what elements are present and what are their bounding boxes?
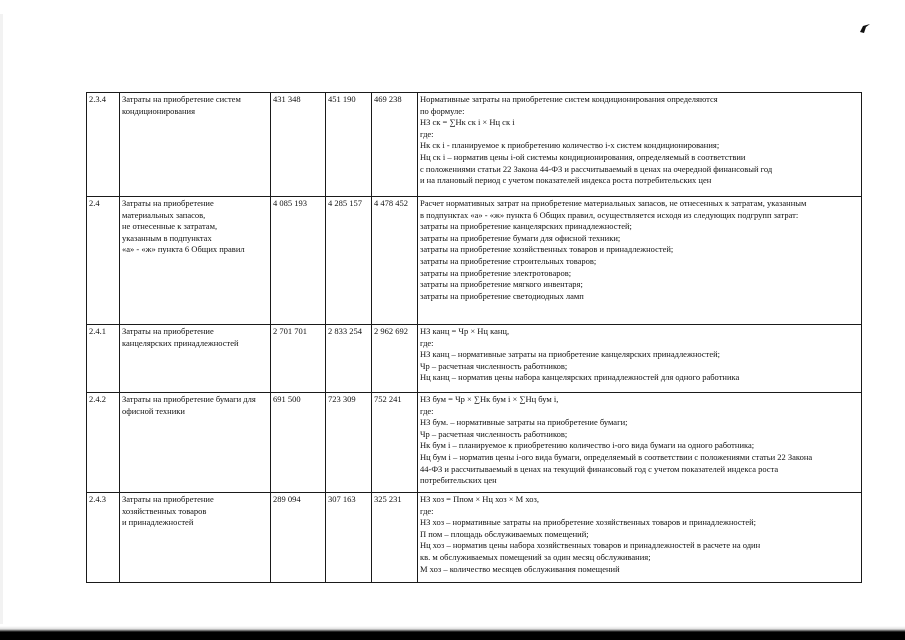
text-line: и на плановый период с учетом показателей индекса роста потребительских цен	[420, 175, 712, 186]
text-line: Нк ск i - планируемое к приобретению количество i-х систем кондиционирования;	[420, 140, 720, 151]
text-line: кв. м обслуживаемых помещений за один месяц обслуживания;	[420, 551, 651, 562]
text-line: затраты на приобретение светодиодных ламп	[420, 290, 584, 301]
text-line: где:	[420, 337, 434, 348]
cost-table	[86, 92, 862, 583]
row-name	[120, 93, 271, 197]
text-line: Нц бум i – норматив цены i-ого вида бумаги, определяемый в соответствии с положениями статьи 22 Закона	[420, 451, 813, 462]
row-code: 2.4.3	[87, 493, 120, 583]
text-line: указанным в подпунктах	[122, 232, 212, 243]
row-value-1: 2 701 701	[271, 325, 326, 393]
text-line: 44-ФЗ и рассчитываемый в ценах на текущий финансовый год с учетом показателей индекса роста	[420, 463, 779, 474]
text-line: затраты на приобретение строительных товаров;	[420, 255, 597, 266]
text-line: Нц хоз – норматив цены набора хозяйственных товаров и принадлежностей в расчете на один	[420, 540, 761, 551]
text-line: где:	[420, 405, 434, 416]
table-row	[87, 325, 862, 393]
text-line: Нц ск i – норматив цены i-ой системы кондиционирования, определяемый в соответствии	[420, 151, 746, 162]
row-description	[418, 325, 862, 393]
scan-mark-icon	[858, 22, 872, 34]
text-line: НЗ бум = Чр × ∑Нк бум i × ∑Нц бум i,	[420, 394, 559, 404]
text-line: и принадлежностей	[122, 517, 194, 528]
text-line: Чр – расчетная численность работников;	[420, 360, 568, 371]
text-line: Нормативные затраты на приобретение систем кондиционирования определяются	[420, 94, 718, 104]
table-row	[87, 93, 862, 197]
scan-bottom-edge	[0, 626, 905, 640]
text-line: хозяйственных товаров	[122, 505, 207, 516]
row-code: 2.4.2	[87, 393, 120, 493]
text-line: М хоз – количество месяцев обслуживания помещений	[420, 563, 620, 574]
text-line: затраты на приобретение канцелярских принадлежностей;	[420, 221, 632, 232]
row-name	[120, 197, 271, 325]
text-line: по формуле:	[420, 105, 465, 116]
text-line: Чр – расчетная численность работников;	[420, 428, 568, 439]
text-line: материальных запасов,	[122, 209, 206, 220]
row-value-3: 4 478 452	[372, 197, 418, 325]
row-name	[120, 493, 271, 583]
row-code: 2.4.1	[87, 325, 120, 393]
row-value-3: 2 962 692	[372, 325, 418, 393]
text-line: Расчет нормативных затрат на приобретение материальных запасов, не отнесенных к затратам, указанным	[420, 198, 807, 208]
text-line: Нц канц – норматив цены набора канцелярских принадлежностей для одного работника	[420, 372, 740, 383]
row-value-2: 723 309	[326, 393, 372, 493]
text-line: НЗ канц – нормативные затраты на приобретение канцелярских принадлежностей;	[420, 349, 721, 360]
text-line: канцелярских принадлежностей	[122, 337, 239, 348]
row-value-1: 431 348	[271, 93, 326, 197]
text-line: кондиционирования	[122, 105, 195, 116]
row-value-1: 289 094	[271, 493, 326, 583]
text-line: потребительских цен	[420, 475, 497, 486]
scan-left-shadow	[0, 14, 3, 624]
row-value-2: 451 190	[326, 93, 372, 197]
text-line: Затраты на приобретение систем	[122, 94, 241, 104]
row-value-2: 307 163	[326, 493, 372, 583]
text-line: затраты на приобретение хозяйственных товаров и принадлежностей;	[420, 244, 674, 255]
row-description	[418, 197, 862, 325]
text-line: затраты на приобретение мягкого инвентаря;	[420, 279, 583, 290]
row-value-2: 2 833 254	[326, 325, 372, 393]
row-name	[120, 393, 271, 493]
row-code: 2.4	[87, 197, 120, 325]
text-line: НЗ хоз – нормативные затраты на приобретение хозяйственных товаров и принадлежностей;	[420, 517, 757, 528]
row-value-2: 4 285 157	[326, 197, 372, 325]
row-value-1: 4 085 193	[271, 197, 326, 325]
text-line: в подпунктах «а» - «ж» пункта 6 Общих правил, осуществляется исходя из следующих подгрупп затрат:	[420, 209, 799, 220]
row-value-3: 752 241	[372, 393, 418, 493]
row-description	[418, 393, 862, 493]
text-line: НЗ бум. – нормативные затраты на приобретение бумаги;	[420, 417, 628, 428]
table-row	[87, 197, 862, 325]
table-row	[87, 393, 862, 493]
table-body	[87, 93, 862, 583]
text-line: с положениями статьи 22 Закона 44-ФЗ и рассчитываемый в ценах на очередной финансовый год	[420, 163, 773, 174]
text-line: Затраты на приобретение	[122, 494, 214, 504]
text-line: затраты на приобретение электротоваров;	[420, 267, 572, 278]
text-line: где:	[420, 128, 434, 139]
text-line: НЗ ск = ∑Нк ск i × Нц ск i	[420, 117, 515, 128]
row-code: 2.3.4	[87, 93, 120, 197]
text-line: П пом – площадь обслуживаемых помещений;	[420, 528, 589, 539]
row-description	[418, 93, 862, 197]
row-name	[120, 325, 271, 393]
text-line: Нк бум i – планируемое к приобретению количество i-ого вида бумаги на одного работника;	[420, 440, 755, 451]
text-line: Затраты на приобретение бумаги для	[122, 394, 256, 404]
row-value-1: 691 500	[271, 393, 326, 493]
text-line: офисной техники	[122, 405, 185, 416]
row-value-3: 325 231	[372, 493, 418, 583]
text-line: Затраты на приобретение	[122, 326, 214, 336]
row-description	[418, 493, 862, 583]
text-line: не отнесенные к затратам,	[122, 221, 218, 232]
text-line: «а» - «ж» пункта 6 Общих правил	[122, 244, 245, 255]
text-line: Затраты на приобретение	[122, 198, 214, 208]
text-line: где:	[420, 505, 434, 516]
table-row	[87, 493, 862, 583]
text-line: НЗ хоз = Ппом × Нц хоз × М хоз,	[420, 494, 540, 504]
text-line: НЗ канц = Чр × Нц канц,	[420, 326, 510, 336]
row-value-3: 469 238	[372, 93, 418, 197]
text-line: затраты на приобретение бумаги для офисной техники;	[420, 232, 621, 243]
